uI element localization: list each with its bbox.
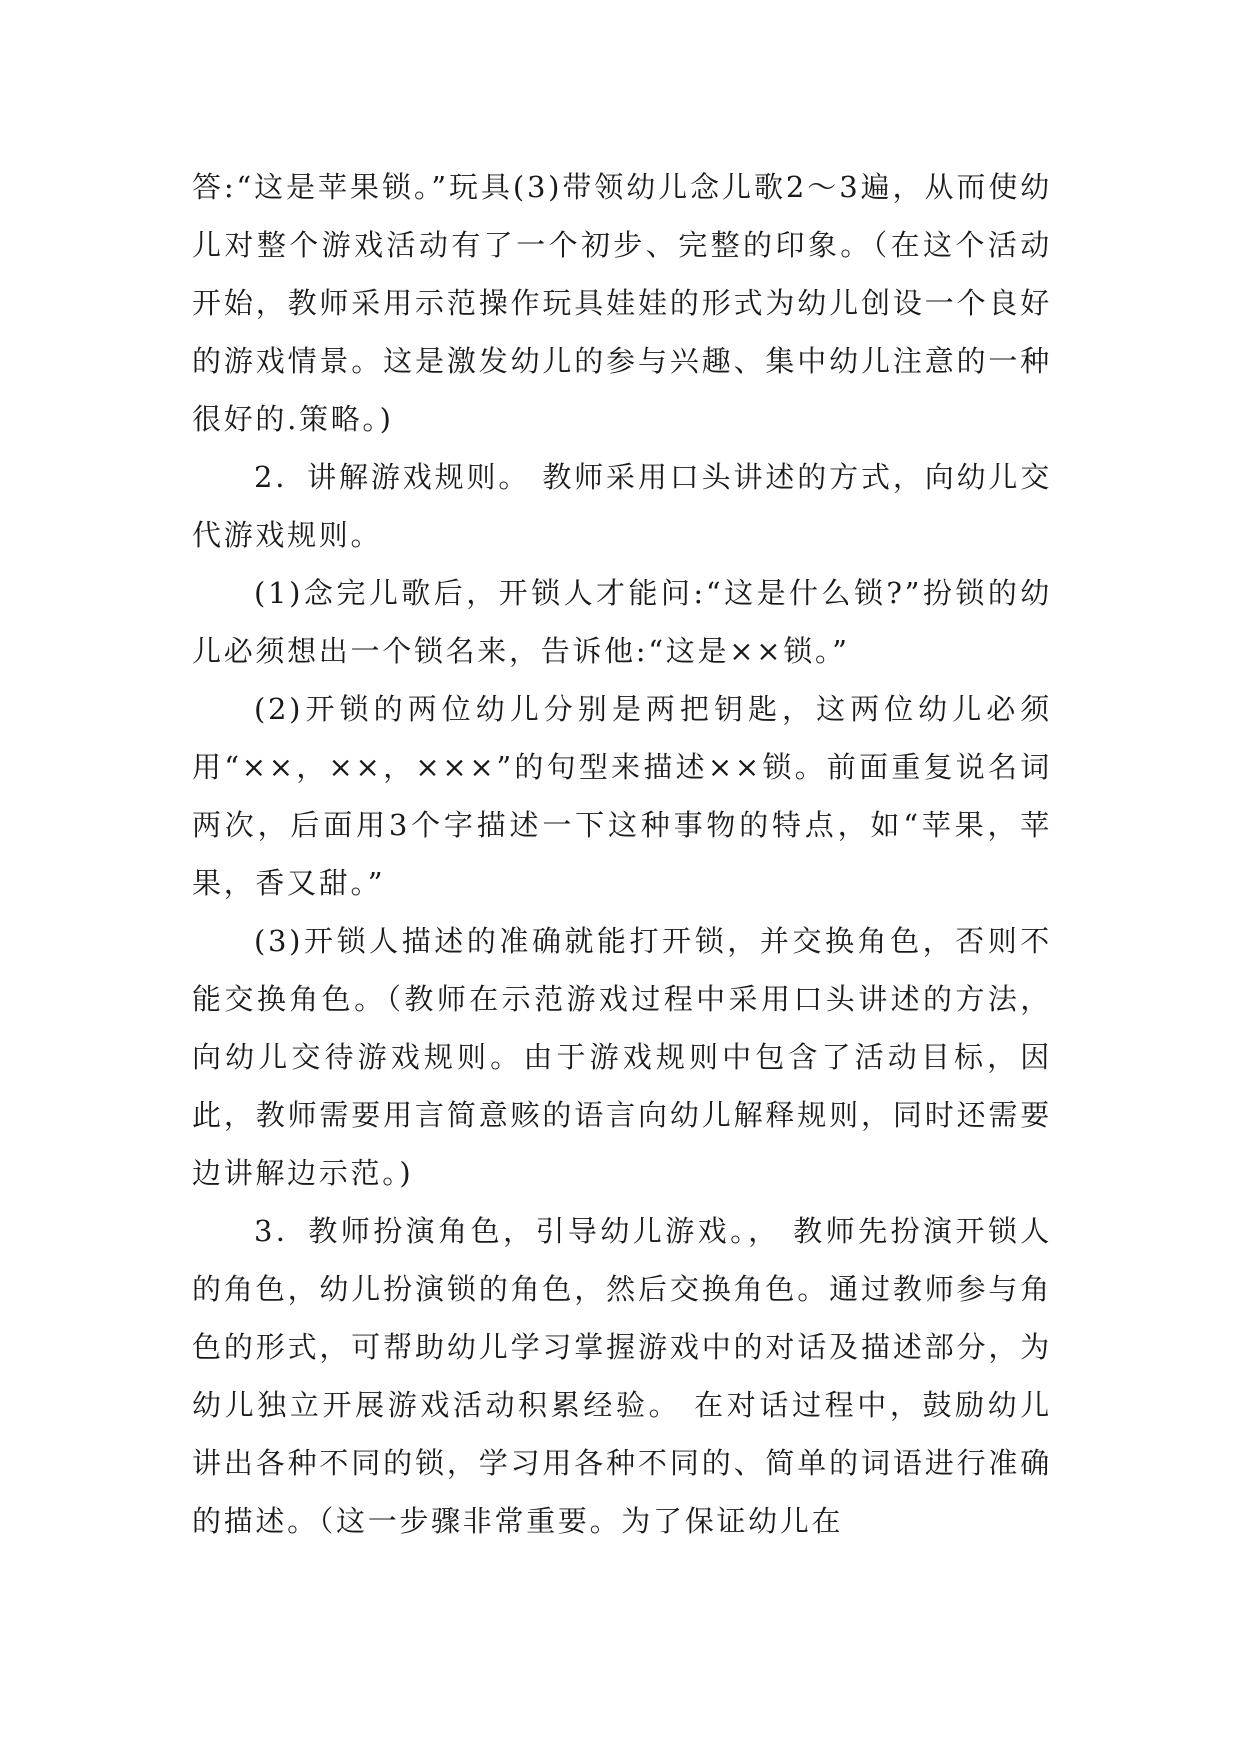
paragraph-continuation: 答:“这是苹果锁。”玩具(3)带领幼儿念儿歌2～3遍，从而使幼儿对整个游戏活动有了一个初步、完整的印象。（在这个活动开始，教师采用示范操作玩具娃娃的形式为幼儿创设一个良好的游戏情景。这是激发幼儿的参与兴趣、集中幼儿注意的一种很好的.策略。) xyxy=(192,170,1052,436)
paragraph-rules-heading: 2．讲解游戏规则。 教师采用口头讲述的方式，向幼儿交代游戏规则。 xyxy=(192,460,1052,552)
paragraph-rule-1: (1)念完儿歌后，开锁人才能问:“这是什么锁?”扮锁的幼儿必须想出一个锁名来，告诉他:“这是××锁。” xyxy=(192,576,1052,668)
document-page xyxy=(192,158,1052,1550)
paragraph-teacher-role: 3．教师扮演角色，引导幼儿游戏。， 教师先扮演开锁人的角色，幼儿扮演锁的角色，然后交换角色。通过教师参与角色的形式，可帮助幼儿学习掌握游戏中的对话及描述部分，为幼儿独立开展游戏活动积累经验。 在对话过程中，鼓励幼儿讲出各种不同的锁，学习用各种不同的、简单的词语进行准确的描述。（这一步骤非常重要。为了保证幼儿在 xyxy=(192,1214,1052,1538)
paragraph-rule-2: (2)开锁的两位幼儿分别是两把钥匙，这两位幼儿必须用“××，××，×××”的句型来描述××锁。前面重复说名词两次，后面用3个字描述一下这种事物的特点，如“苹果，苹果，香又甜。” xyxy=(192,692,1052,900)
paragraph-rule-3: (3)开锁人描述的准确就能打开锁，并交换角色，否则不能交换角色。（教师在示范游戏过程中采用口头讲述的方法，向幼儿交待游戏规则。由于游戏规则中包含了活动目标，因此，教师需要用言简意赅的语言向幼儿解释规则，同时还需要边讲解边示范。) xyxy=(192,924,1052,1190)
